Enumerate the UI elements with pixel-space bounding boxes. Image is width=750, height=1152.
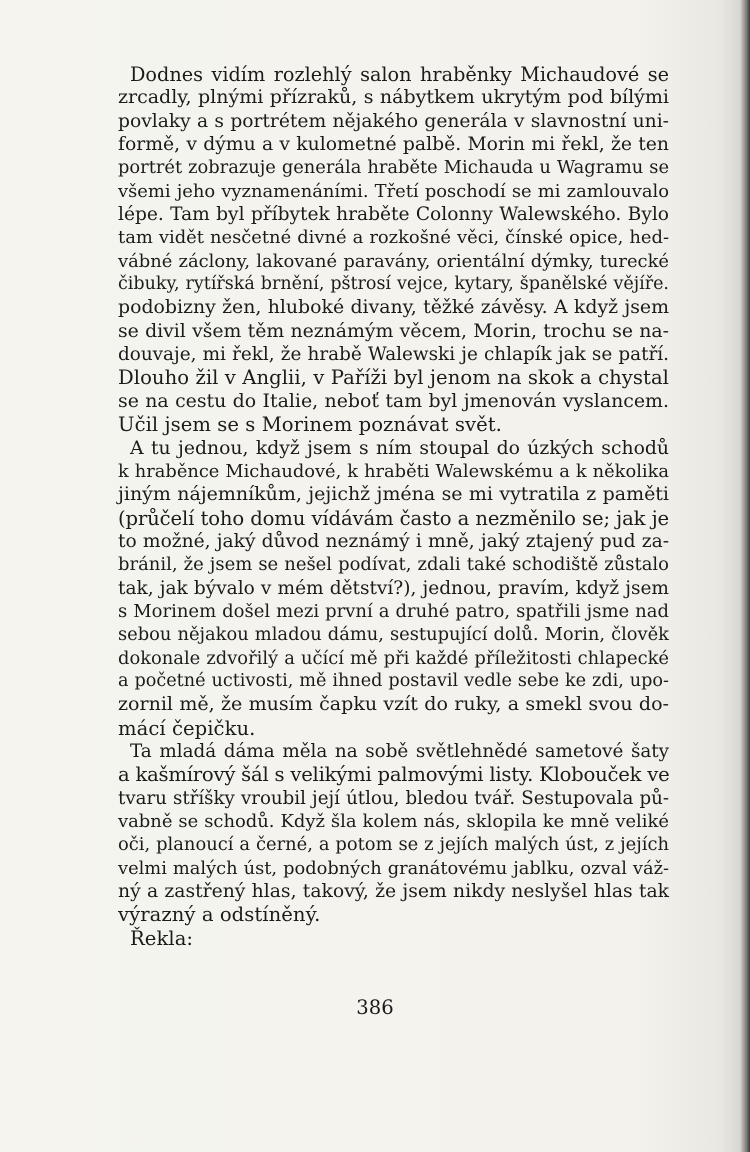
text-line: A tu jednou, když jsem s ním stoupal do úzkých schodů [130,437,669,459]
page-edge-shadow [740,0,750,1152]
paragraph-2 [118,437,669,740]
text-line: bránil, že jsem se nešel podívat, zdali také schodiště zůstalo [118,554,669,576]
text-line: velmi malých úst, podobných granátovému jablku, ozval váž- [118,857,669,879]
text-line: vábné záclony, lakované paravány, orientální dýmky, turecké [118,250,669,272]
text-line: se divil všem těm neznámým věcem, Morin, trochu se na- [118,320,669,342]
text-line: formě, v dýmu a v kulometné palbě. Morin mi řekl, že ten [118,134,669,156]
text-line: čibuky, rytířská brnění, pštrosí vejce, kytary, španělské vějíře. [118,274,669,295]
text-line: jiným nájemníkům, jejichž jména se mi vytratila z paměti [118,483,669,506]
text-line: zornil mě, že musím čapku vzít do ruky, a smekl svou do- [118,693,669,716]
text-line: oči, planoucí a černé, a potom se z jejích malých úst, z jejích [118,834,669,856]
text-line: tak, jak bývalo v mém dětství?), jednou, pravím, když jsem [118,577,669,599]
paragraph-4 [118,927,669,950]
text-line: to možné, jaký důvod neznámý i mně, jaký ztajený pud za- [118,530,669,552]
page-number: 386 [356,996,394,1019]
body-text [118,63,669,950]
text-line: portrét zobrazuje generála hraběte Michauda u Wagramu se [118,157,669,179]
text-line: Řekla: [130,926,194,950]
text-line: Dodnes vidím rozlehlý salon hraběnky Michaudové se [130,63,669,86]
text-line: s Morinem došel mezi první a druhé patro, spatřili jsme nad [118,600,669,622]
text-line: všemi jeho vyznamenáními. Třetí poschodí se mi zamlouvalo [118,180,669,202]
text-line: a kašmírový šál s velikými palmovými listy. Klobouček ve [118,763,670,787]
text-line: douvaje, mi řekl, že hrabě Walewski je chlapík jak se patří. [118,344,669,366]
text-line: lépe. Tam byl příbytek hraběte Colonny Walewského. Bylo [118,204,669,226]
text-line: se na cestu do Italie, neboť tam byl jmenován vyslancem. [118,389,669,412]
text-line: sebou nějakou mladou dámu, sestupující dolů. Morin, člověk [118,624,669,646]
text-line: tvaru stříšky vroubil její útlou, bledou tvář. Sestupovala pů- [118,787,669,809]
text-line: ný a zastřený hlas, takový, že jsem nikdy neslyšel hlas tak [118,881,669,903]
text-line: povlaky a s portrétem nějakého generála v slavnostní uni- [118,110,669,132]
text-line: tam vidět nesčetné divné a rozkošné věci, čínské opice, hed- [118,227,669,249]
text-line: Učil jsem se s Morinem poznávat svět. [118,413,502,437]
text-line: podobizny žen, hluboké divany, těžké závěsy. A když jsem [118,296,669,319]
text-line: Dlouho žil v Anglii, v Paříži byl jenom na skok a chystal [118,366,669,390]
paragraph-1 [118,63,669,437]
paragraph-3 [118,740,669,927]
text-line: dokonale zdvořilý a učící mě při každé příležitosti chlapecké [118,647,669,669]
text-line: k hraběnce Michaudové, k hraběti Walewskému a k několika [118,460,669,482]
text-line: zrcadly, plnými přízraků, s nábytkem ukrytým pod bílými [118,86,669,109]
text-line: a početné uctivosti, mě ihned postavil vedle sebe ke zdi, upo- [118,670,669,691]
text-line: výrazný a odstíněný. [118,903,321,927]
text-line: Ta mladá dáma měla na sobě světlehnědé sametové šaty [130,740,669,762]
text-line: vabně se schodů. Když šla kolem nás, sklopila ke mně veliké [118,811,669,832]
text-line: mácí čepičku. [118,716,256,740]
text-line: (průčelí toho domu vídávám často a nezměnilo se; jak je [118,506,669,530]
